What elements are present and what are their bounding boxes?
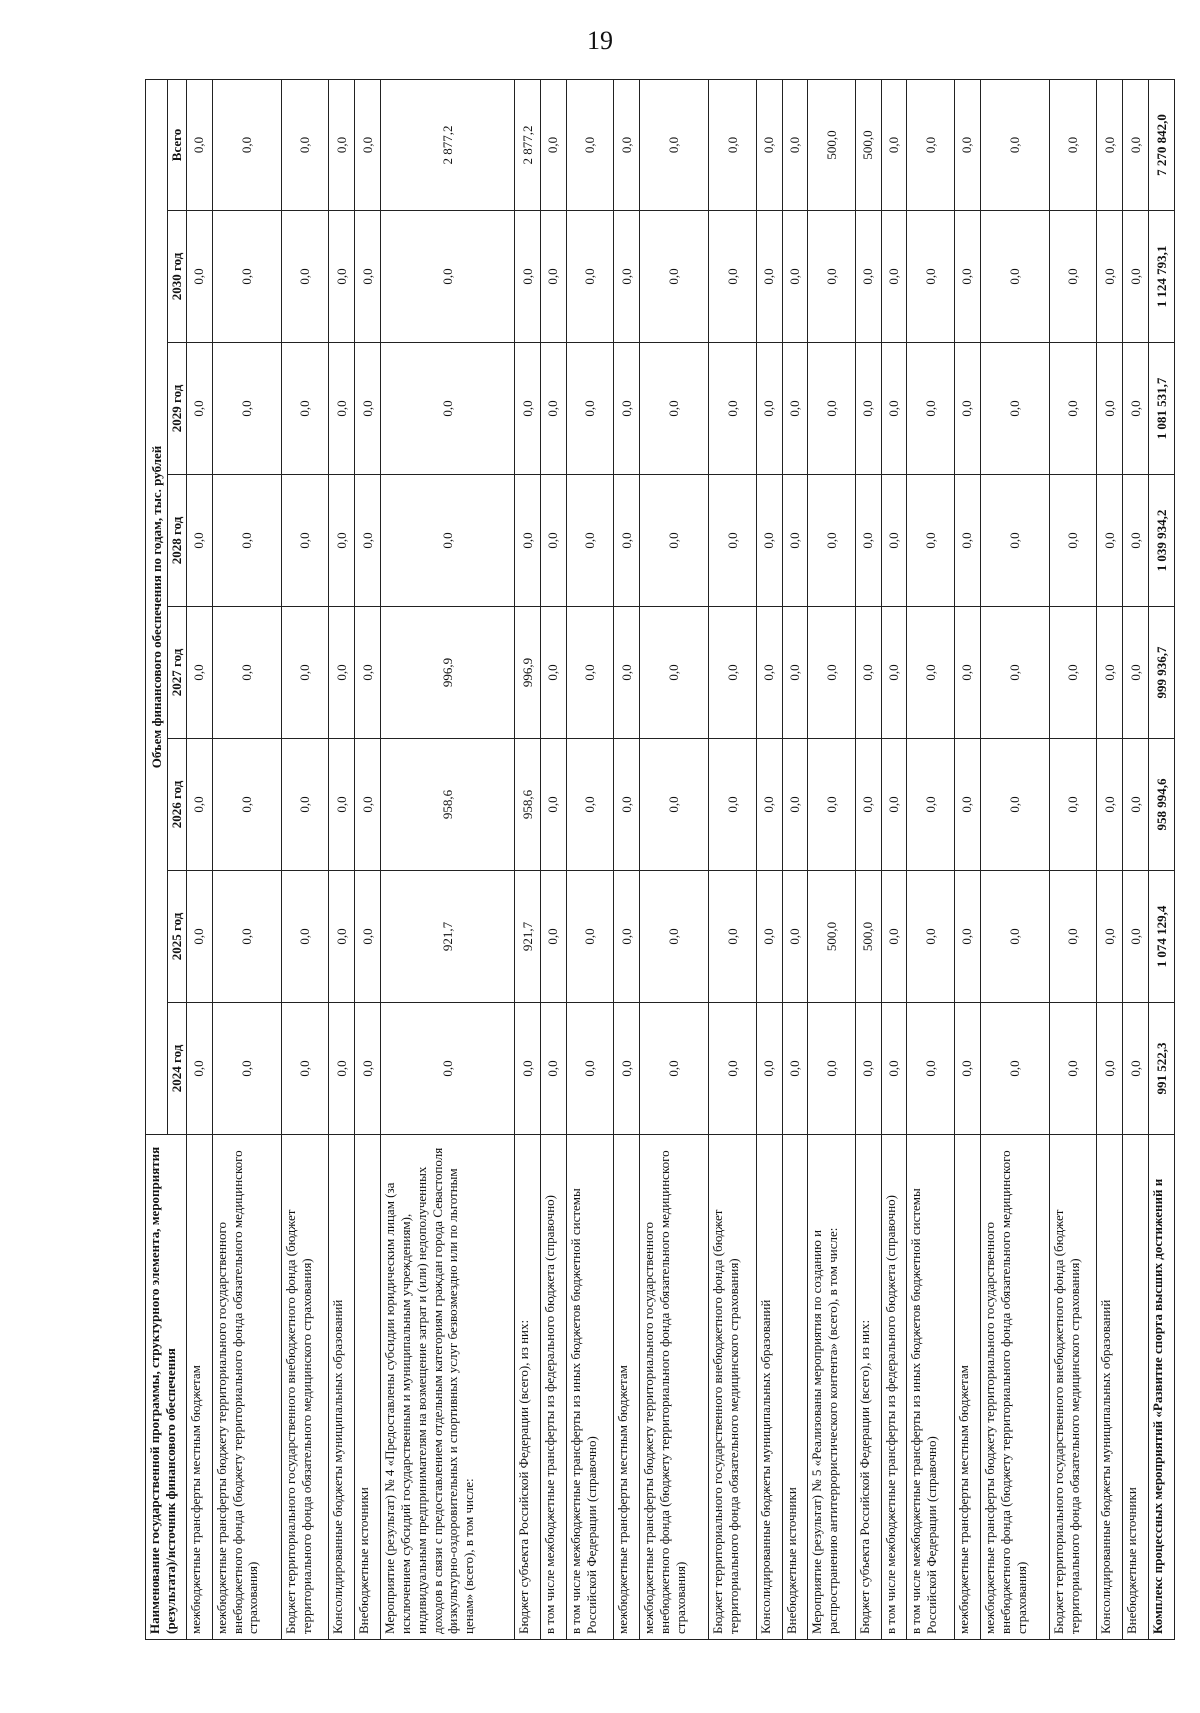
year-value-cell: 0,0: [186, 739, 212, 871]
year-value-cell: 0,0: [1097, 475, 1123, 607]
funding-table: [145, 79, 1175, 1640]
row-label: Бюджет субъекта Российской Федерации (всего), из них:: [855, 1135, 881, 1640]
year-value-cell: 0,0: [907, 475, 955, 607]
year-value-cell: 0,0: [355, 739, 381, 871]
row-label: в том числе межбюджетные трансферты из иных бюджетов бюджетной системы Российской Федерации (справочно): [907, 1135, 955, 1640]
total-cell: 0,0: [212, 79, 281, 210]
year-value-cell: 0,0: [1049, 475, 1097, 607]
year-value-cell: 0,0: [1049, 739, 1097, 871]
table-body: [186, 79, 1174, 1639]
funding-group-header: Объем финансового обеспечения по годам, тыс. рублей: [146, 79, 168, 1134]
year-value-cell: 0,0: [640, 739, 709, 871]
year-value-cell: 0,0: [329, 211, 355, 343]
row-label: в том числе межбюджетные трансферты из федерального бюджета (справочно): [881, 1135, 907, 1640]
year-value-cell: 0,0: [808, 343, 856, 475]
year-header: 2030 год: [168, 211, 187, 343]
year-value-cell: 0,0: [1097, 211, 1123, 343]
table-row: [881, 79, 907, 1639]
year-value-cell: 0,0: [808, 1003, 856, 1135]
year-value-cell: 0,0: [855, 475, 881, 607]
table-row: [186, 79, 212, 1639]
year-value-cell: 1 124 793,1: [1149, 211, 1175, 343]
year-value-cell: 500,0: [855, 871, 881, 1003]
year-header: 2026 год: [168, 739, 187, 871]
row-label: Консолидированные бюджеты муниципальных образований: [1097, 1135, 1123, 1640]
year-value-cell: 0,0: [855, 1003, 881, 1135]
row-label: межбюджетные трансферты бюджету территориального государственного внебюджетного фонда (бюджету территориального фонда обязательного медицинского страхования): [212, 1135, 281, 1640]
year-value-cell: 0,0: [709, 871, 757, 1003]
total-cell: 500,0: [808, 79, 856, 210]
table-row: [1123, 79, 1149, 1639]
year-value-cell: 0,0: [186, 343, 212, 475]
year-value-cell: 0,0: [515, 211, 541, 343]
year-value-cell: 1 081 531,7: [1149, 343, 1175, 475]
row-label: Консолидированные бюджеты муниципальных образований: [329, 1135, 355, 1640]
table-row: [980, 79, 1049, 1639]
year-value-cell: 1 074 129,4: [1149, 871, 1175, 1003]
year-value-cell: 0,0: [281, 475, 329, 607]
total-cell: 7 270 842,0: [1149, 79, 1175, 210]
year-value-cell: 0,0: [515, 475, 541, 607]
year-value-cell: 0,0: [1049, 1003, 1097, 1135]
year-value-cell: 0,0: [709, 475, 757, 607]
year-value-cell: 0,0: [1123, 871, 1149, 1003]
year-value-cell: 0,0: [566, 607, 614, 739]
total-cell: 0,0: [640, 79, 709, 210]
year-value-cell: 0,0: [515, 1003, 541, 1135]
year-value-cell: 0,0: [907, 211, 955, 343]
year-value-cell: 0,0: [808, 211, 856, 343]
year-value-cell: 0,0: [1123, 739, 1149, 871]
year-value-cell: 0,0: [380, 1003, 514, 1135]
row-label: в том числе межбюджетные трансферты из федерального бюджета (справочно): [541, 1135, 567, 1640]
year-value-cell: 0,0: [614, 871, 640, 1003]
table-row: [907, 79, 955, 1639]
total-cell: 0,0: [186, 79, 212, 210]
year-value-cell: 0,0: [212, 607, 281, 739]
year-value-cell: 0,0: [954, 1003, 980, 1135]
year-value-cell: 0,0: [782, 739, 808, 871]
year-value-cell: 0,0: [881, 607, 907, 739]
year-value-cell: 0,0: [907, 739, 955, 871]
year-value-cell: 0,0: [640, 343, 709, 475]
row-label: Консолидированные бюджеты муниципальных образований: [756, 1135, 782, 1640]
row-label: Мероприятие (результат) № 5 «Реализованы мероприятия по созданию и распространению антитеррористического контента» (всего), в том числе:: [808, 1135, 856, 1640]
total-cell: 0,0: [541, 79, 567, 210]
year-value-cell: 0,0: [855, 211, 881, 343]
year-value-cell: 0,0: [614, 607, 640, 739]
year-value-cell: 0,0: [756, 871, 782, 1003]
table-row: [954, 79, 980, 1639]
year-value-cell: 0,0: [1097, 607, 1123, 739]
total-cell: 2 877,2: [380, 79, 514, 210]
year-value-cell: 0,0: [355, 607, 381, 739]
year-value-cell: 0,0: [614, 1003, 640, 1135]
total-cell: 0,0: [709, 79, 757, 210]
year-value-cell: 0,0: [1049, 871, 1097, 1003]
year-value-cell: 0,0: [907, 607, 955, 739]
year-value-cell: 0,0: [329, 607, 355, 739]
row-label: межбюджетные трансферты местным бюджетам: [954, 1135, 980, 1640]
year-value-cell: 0,0: [980, 871, 1049, 1003]
row-label: Внебюджетные источники: [782, 1135, 808, 1640]
year-value-cell: 0,0: [566, 343, 614, 475]
year-value-cell: 0,0: [954, 607, 980, 739]
year-value-cell: 0,0: [212, 343, 281, 475]
year-value-cell: 991 522,3: [1149, 1003, 1175, 1135]
total-cell: 0,0: [1097, 79, 1123, 210]
total-cell: 0,0: [1123, 79, 1149, 210]
row-label: в том числе межбюджетные трансферты из иных бюджетов бюджетной системы Российской Федерации (справочно): [566, 1135, 614, 1640]
year-value-cell: 0,0: [640, 1003, 709, 1135]
year-value-cell: 0,0: [541, 211, 567, 343]
table-row: [541, 79, 567, 1639]
year-value-cell: 0,0: [541, 1003, 567, 1135]
year-value-cell: 0,0: [515, 343, 541, 475]
year-value-cell: 0,0: [907, 343, 955, 475]
row-label: Внебюджетные источники: [1123, 1135, 1149, 1640]
row-label: Комплекс процессных мероприятий «Развитие спорта высших достижений и: [1149, 1135, 1175, 1640]
year-value-cell: 0,0: [186, 607, 212, 739]
year-value-cell: 999 936,7: [1149, 607, 1175, 739]
year-value-cell: 0,0: [380, 343, 514, 475]
total-cell: 0,0: [881, 79, 907, 210]
year-value-cell: 0,0: [541, 871, 567, 1003]
row-label: Внебюджетные источники: [355, 1135, 381, 1640]
year-value-cell: 921,7: [515, 871, 541, 1003]
year-value-cell: 0,0: [756, 343, 782, 475]
rotated-table-wrapper: [145, 80, 1175, 1640]
year-value-cell: 0,0: [1049, 607, 1097, 739]
table-row: [808, 79, 856, 1639]
year-value-cell: 0,0: [709, 607, 757, 739]
year-value-cell: 0,0: [1123, 475, 1149, 607]
year-value-cell: 0,0: [756, 475, 782, 607]
table-row: [640, 79, 709, 1639]
total-cell: 0,0: [1049, 79, 1097, 210]
year-value-cell: 0,0: [186, 1003, 212, 1135]
year-value-cell: 0,0: [614, 343, 640, 475]
year-value-cell: 0,0: [954, 475, 980, 607]
row-label: межбюджетные трансферты бюджету территориального государственного внебюджетного фонда (бюджету территориального фонда обязательного медицинского страхования): [980, 1135, 1049, 1640]
year-value-cell: 0,0: [881, 1003, 907, 1135]
year-value-cell: 0,0: [329, 739, 355, 871]
total-cell: 2 877,2: [515, 79, 541, 210]
total-cell: 0,0: [355, 79, 381, 210]
table-row: [756, 79, 782, 1639]
table-row: [329, 79, 355, 1639]
row-label: Бюджет территориального государственного внебюджетного фонда (бюджет территориального фонда обязательного медицинского страхования): [709, 1135, 757, 1640]
row-label: Бюджет субъекта Российской Федерации (всего), из них:: [515, 1135, 541, 1640]
year-value-cell: 0,0: [212, 871, 281, 1003]
row-label: Бюджет территориального государственного внебюджетного фонда (бюджет территориального фонда обязательного медицинского страхования): [281, 1135, 329, 1640]
year-value-cell: 0,0: [954, 739, 980, 871]
year-value-cell: 921,7: [380, 871, 514, 1003]
year-value-cell: 0,0: [329, 871, 355, 1003]
year-value-cell: 0,0: [782, 343, 808, 475]
year-value-cell: 0,0: [566, 211, 614, 343]
year-value-cell: 0,0: [756, 607, 782, 739]
year-value-cell: 0,0: [881, 475, 907, 607]
table-row: [1149, 79, 1175, 1639]
year-value-cell: 996,9: [515, 607, 541, 739]
year-value-cell: 0,0: [782, 871, 808, 1003]
row-label: межбюджетные трансферты местным бюджетам: [614, 1135, 640, 1640]
year-value-cell: 0,0: [782, 1003, 808, 1135]
table-row: [515, 79, 541, 1639]
year-value-cell: 0,0: [329, 475, 355, 607]
year-value-cell: 0,0: [541, 343, 567, 475]
year-value-cell: 0,0: [614, 475, 640, 607]
row-label: Бюджет территориального государственного внебюджетного фонда (бюджет территориального фонда обязательного медицинского страхования): [1049, 1135, 1097, 1640]
year-value-cell: 0,0: [541, 739, 567, 871]
year-value-cell: 0,0: [1049, 211, 1097, 343]
year-value-cell: 0,0: [541, 475, 567, 607]
year-value-cell: 0,0: [756, 211, 782, 343]
table-row: [1097, 79, 1123, 1639]
total-cell: 0,0: [329, 79, 355, 210]
year-value-cell: 0,0: [709, 211, 757, 343]
year-header: 2024 год: [168, 1003, 187, 1135]
year-value-cell: 0,0: [566, 739, 614, 871]
year-value-cell: 0,0: [380, 475, 514, 607]
year-value-cell: 0,0: [281, 211, 329, 343]
year-value-cell: 0,0: [186, 871, 212, 1003]
year-value-cell: 0,0: [212, 1003, 281, 1135]
year-value-cell: 0,0: [614, 739, 640, 871]
year-value-cell: 0,0: [640, 475, 709, 607]
table-row: [855, 79, 881, 1639]
year-value-cell: 0,0: [329, 1003, 355, 1135]
year-value-cell: 0,0: [355, 1003, 381, 1135]
year-value-cell: 0,0: [1097, 1003, 1123, 1135]
total-cell: 0,0: [614, 79, 640, 210]
year-value-cell: 996,9: [380, 607, 514, 739]
table-row: [355, 79, 381, 1639]
year-value-cell: 0,0: [281, 871, 329, 1003]
year-value-cell: 0,0: [855, 343, 881, 475]
year-value-cell: 0,0: [756, 1003, 782, 1135]
year-value-cell: 0,0: [855, 739, 881, 871]
row-label: межбюджетные трансферты бюджету территориального государственного внебюджетного фонда (бюджету территориального фонда обязательного медицинского страхования): [640, 1135, 709, 1640]
year-value-cell: 0,0: [782, 607, 808, 739]
year-value-cell: 0,0: [355, 871, 381, 1003]
year-value-cell: 0,0: [640, 871, 709, 1003]
total-cell: 0,0: [782, 79, 808, 210]
table-row: [614, 79, 640, 1639]
year-value-cell: 0,0: [355, 475, 381, 607]
year-value-cell: 0,0: [186, 475, 212, 607]
total-cell: 0,0: [980, 79, 1049, 210]
year-value-cell: 0,0: [566, 475, 614, 607]
year-value-cell: 0,0: [1123, 343, 1149, 475]
year-value-cell: 0,0: [855, 607, 881, 739]
year-header: 2025 год: [168, 871, 187, 1003]
year-value-cell: 0,0: [954, 343, 980, 475]
year-value-cell: 0,0: [541, 607, 567, 739]
table-row: [1049, 79, 1097, 1639]
page-number: 19: [587, 26, 613, 55]
total-cell: 0,0: [954, 79, 980, 210]
year-value-cell: 0,0: [980, 739, 1049, 871]
year-value-cell: 0,0: [186, 211, 212, 343]
year-header: 2027 год: [168, 607, 187, 739]
name-column-header: Наименование государственной программы, структурного элемента, мероприятия (результата)/источник финансового обеспечения: [146, 1135, 187, 1640]
year-value-cell: 0,0: [808, 739, 856, 871]
total-cell: 0,0: [281, 79, 329, 210]
year-value-cell: 0,0: [1097, 739, 1123, 871]
year-value-cell: 0,0: [1097, 343, 1123, 475]
table-row: [709, 79, 757, 1639]
year-value-cell: 0,0: [954, 211, 980, 343]
year-value-cell: 958 994,6: [1149, 739, 1175, 871]
total-cell: 0,0: [756, 79, 782, 210]
year-value-cell: 0,0: [329, 343, 355, 475]
year-value-cell: 0,0: [212, 739, 281, 871]
year-value-cell: 0,0: [281, 607, 329, 739]
year-value-cell: 0,0: [614, 211, 640, 343]
year-value-cell: 0,0: [709, 343, 757, 475]
total-header: Всего: [168, 79, 187, 210]
year-value-cell: 958,6: [515, 739, 541, 871]
year-value-cell: 0,0: [881, 739, 907, 871]
year-value-cell: 0,0: [281, 343, 329, 475]
table-row: [212, 79, 281, 1639]
year-value-cell: 0,0: [212, 211, 281, 343]
total-cell: 0,0: [907, 79, 955, 210]
year-value-cell: 0,0: [709, 739, 757, 871]
row-label: Мероприятие (результат) № 4 «Предоставлены субсидии юридическим лицам (за исключением субсидий государственным и муниципальным учреждениям), индивидуальным предпринимателям на возмещение затрат и (или) недополученных доходов в связи с предоставлением отдельным категориям граждан города Севастополя физкультурно-оздоровительных и спортивных услуг безвозмездно или по льготным ценам» (всего), в том числе:: [380, 1135, 514, 1640]
year-value-cell: 0,0: [1123, 607, 1149, 739]
year-value-cell: 0,0: [907, 1003, 955, 1135]
year-value-cell: 0,0: [808, 607, 856, 739]
year-header: 2029 год: [168, 343, 187, 475]
year-value-cell: 0,0: [980, 211, 1049, 343]
year-value-cell: 0,0: [640, 607, 709, 739]
year-value-cell: 0,0: [1097, 871, 1123, 1003]
year-value-cell: 0,0: [980, 1003, 1049, 1135]
table-row: [380, 79, 514, 1639]
year-value-cell: 0,0: [881, 211, 907, 343]
year-value-cell: 0,0: [281, 1003, 329, 1135]
year-value-cell: 0,0: [881, 343, 907, 475]
total-cell: 500,0: [855, 79, 881, 210]
year-value-cell: 0,0: [640, 211, 709, 343]
year-value-cell: 0,0: [782, 211, 808, 343]
table-row: [566, 79, 614, 1639]
year-header: 2028 год: [168, 475, 187, 607]
year-value-cell: 0,0: [980, 475, 1049, 607]
year-value-cell: 0,0: [212, 475, 281, 607]
year-value-cell: 0,0: [1123, 211, 1149, 343]
year-value-cell: 0,0: [355, 343, 381, 475]
year-value-cell: 0,0: [1049, 343, 1097, 475]
year-value-cell: 958,6: [380, 739, 514, 871]
year-value-cell: 0,0: [808, 475, 856, 607]
year-value-cell: 0,0: [355, 211, 381, 343]
year-value-cell: 0,0: [709, 1003, 757, 1135]
year-value-cell: 0,0: [907, 871, 955, 1003]
year-value-cell: 0,0: [954, 871, 980, 1003]
year-value-cell: 1 039 934,2: [1149, 475, 1175, 607]
total-cell: 0,0: [566, 79, 614, 210]
table-row: [782, 79, 808, 1639]
year-value-cell: 0,0: [281, 739, 329, 871]
row-label: межбюджетные трансферты местным бюджетам: [186, 1135, 212, 1640]
year-value-cell: 0,0: [380, 211, 514, 343]
year-value-cell: 0,0: [566, 1003, 614, 1135]
year-value-cell: 0,0: [756, 739, 782, 871]
table-row: [281, 79, 329, 1639]
year-value-cell: 0,0: [566, 871, 614, 1003]
year-value-cell: 0,0: [1123, 1003, 1149, 1135]
year-value-cell: 0,0: [782, 475, 808, 607]
year-value-cell: 0,0: [980, 607, 1049, 739]
year-value-cell: 500,0: [808, 871, 856, 1003]
year-value-cell: 0,0: [881, 871, 907, 1003]
year-value-cell: 0,0: [980, 343, 1049, 475]
